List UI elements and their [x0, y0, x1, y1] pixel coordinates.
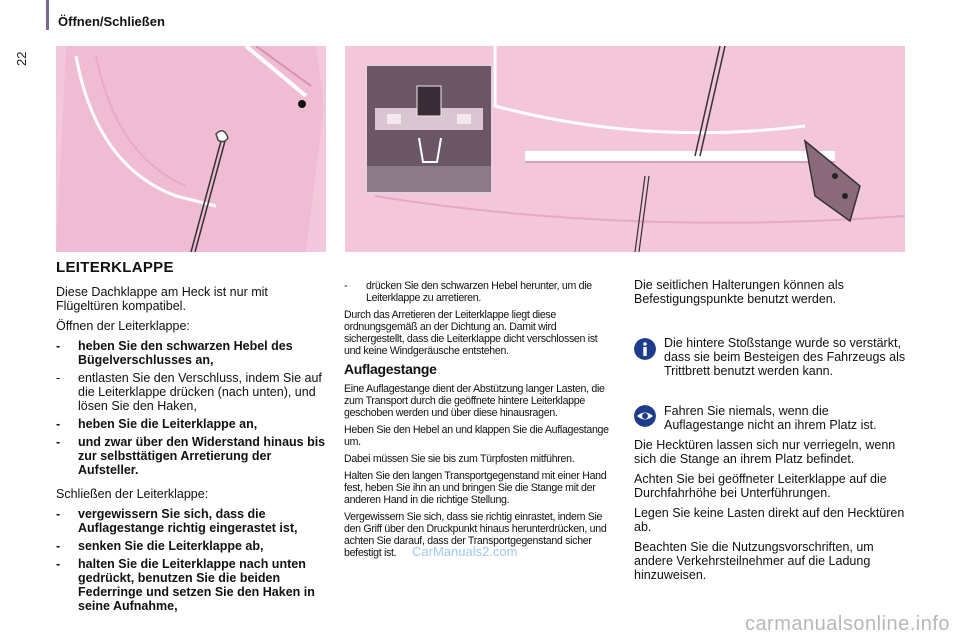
notes-paragraph: Beachten Sie die Nutzungsvorschriften, um andere Verkehrsteilnehmer auf die Ladung hinzuweisen. [634, 540, 874, 582]
info-text: Die hintere Stoßstange wurde so verstärkt, dass sie beim Besteigen des Fahrzeugs als Trittbrett benutzt werden kann. [664, 336, 906, 378]
close-steps-list [56, 507, 328, 613]
footer-watermark: carmanualsonline.info [744, 613, 950, 635]
list-item: - halten Sie die Leiterklappe nach unten gedrückt, benutzen Sie die beiden Federringe und setzen Sie den Haken in seine Aufnahme, [56, 557, 328, 613]
header-accent-bar [46, 0, 49, 30]
rear-flap-drawing [56, 46, 326, 252]
list-item: - heben Sie die Leiterklappe an, [56, 417, 328, 431]
info-callout [634, 336, 910, 378]
rear-flap-illustration [56, 46, 326, 252]
list-item: - vergewissern Sie sich, dass die Auflagestange richtig eingerastet ist, [56, 507, 328, 535]
watermark-text: CarManuals2.com [412, 544, 518, 559]
support-bar-illustration [345, 46, 905, 252]
notes-paragraph: Achten Sie bei geöffneter Leiterklappe auf die Durchfahrhöhe bei Unterführungen. [634, 472, 887, 500]
list-item: - und zwar über den Widerstand hinaus bis zur selbsttätigen Arretierung der Aufsteller. [56, 435, 328, 477]
open-steps-list [56, 339, 328, 477]
column-ladder-flap [56, 285, 328, 619]
support-bar-heading: Auflagestange [344, 361, 437, 377]
section-header: Öffnen/Schließen [58, 14, 165, 29]
lock-note: Durch das Arretieren der Leiterklappe liegt diese ordnungsgemäß an der Dichtung an. Damit wird sichergestellt, dass die Leiterklappe dicht verschlossen ist und keine Windgeräusche entstehen. [344, 309, 598, 357]
column-notes [634, 278, 910, 588]
support-paragraph: Heben Sie den Hebel an und klappen Sie die Auflagestange um. [344, 424, 609, 448]
list-item: - entlasten Sie den Verschluss, indem Sie auf die Leiterklappe drücken (nach unten), und lösen Sie den Haken, [56, 371, 328, 413]
page-number: 22 [14, 51, 29, 66]
lock-step-list [344, 280, 616, 304]
lever-detail-inset [365, 64, 493, 194]
lever-detail-drawing [367, 66, 491, 192]
warning-text: Fahren Sie niemals, wenn die Auflagestange nicht an ihrem Platz ist. [664, 404, 877, 432]
notes-paragraph: Die Hecktüren lassen sich nur verriegeln, wenn sich die Stange an ihrem Platz befindet. [634, 438, 896, 466]
support-paragraph: Vergewissern Sie sich, dass sie richtig einrastet, indem Sie den Griff über den Druckpunkt hinaus herunterdrücken, und achten Sie darauf, dass der Transportgegenstand sicher befestigt ist. [344, 511, 607, 559]
intro-text: Diese Dachklappe am Heck ist nur mit Flügeltüren kompatibel. [56, 285, 268, 313]
close-heading: Schließen der Leiterklappe: [56, 487, 209, 501]
list-item: - heben Sie den schwarzen Hebel des Bügelverschlusses an, [56, 339, 328, 367]
support-paragraph: Eine Auflagestange dient der Abstützung langer Lasten, die zum Transport durch die geöffnete hintere Leiterklappe geschoben werden und über diese hinausragen. [344, 383, 605, 419]
support-paragraph: Dabei müssen Sie sie bis zum Türpfosten mitführen. [344, 453, 575, 465]
info-icon [634, 338, 656, 360]
eye-icon [634, 405, 656, 427]
open-heading: Öffnen der Leiterklappe: [56, 319, 190, 333]
list-item: - senken Sie die Leiterklappe ab, [56, 539, 328, 553]
page-title: LEITERKLAPPE [56, 259, 174, 276]
list-item: - drücken Sie den schwarzen Hebel herunter, um die Leiterklappe zu arretieren. [344, 280, 616, 304]
warning-callout [634, 404, 910, 432]
support-paragraph: Halten Sie den langen Transportgegenstand mit einer Hand fest, heben Sie ihn an und bringen Sie die Stange mit der anderen Hand in die richtige Stellung. [344, 470, 607, 506]
column-support-bar [344, 280, 616, 564]
brackets-note: Die seitlichen Halterungen können als Befestigungspunkte benutzt werden. [634, 278, 844, 306]
notes-paragraph: Legen Sie keine Lasten direkt auf den Hecktüren ab. [634, 506, 905, 534]
